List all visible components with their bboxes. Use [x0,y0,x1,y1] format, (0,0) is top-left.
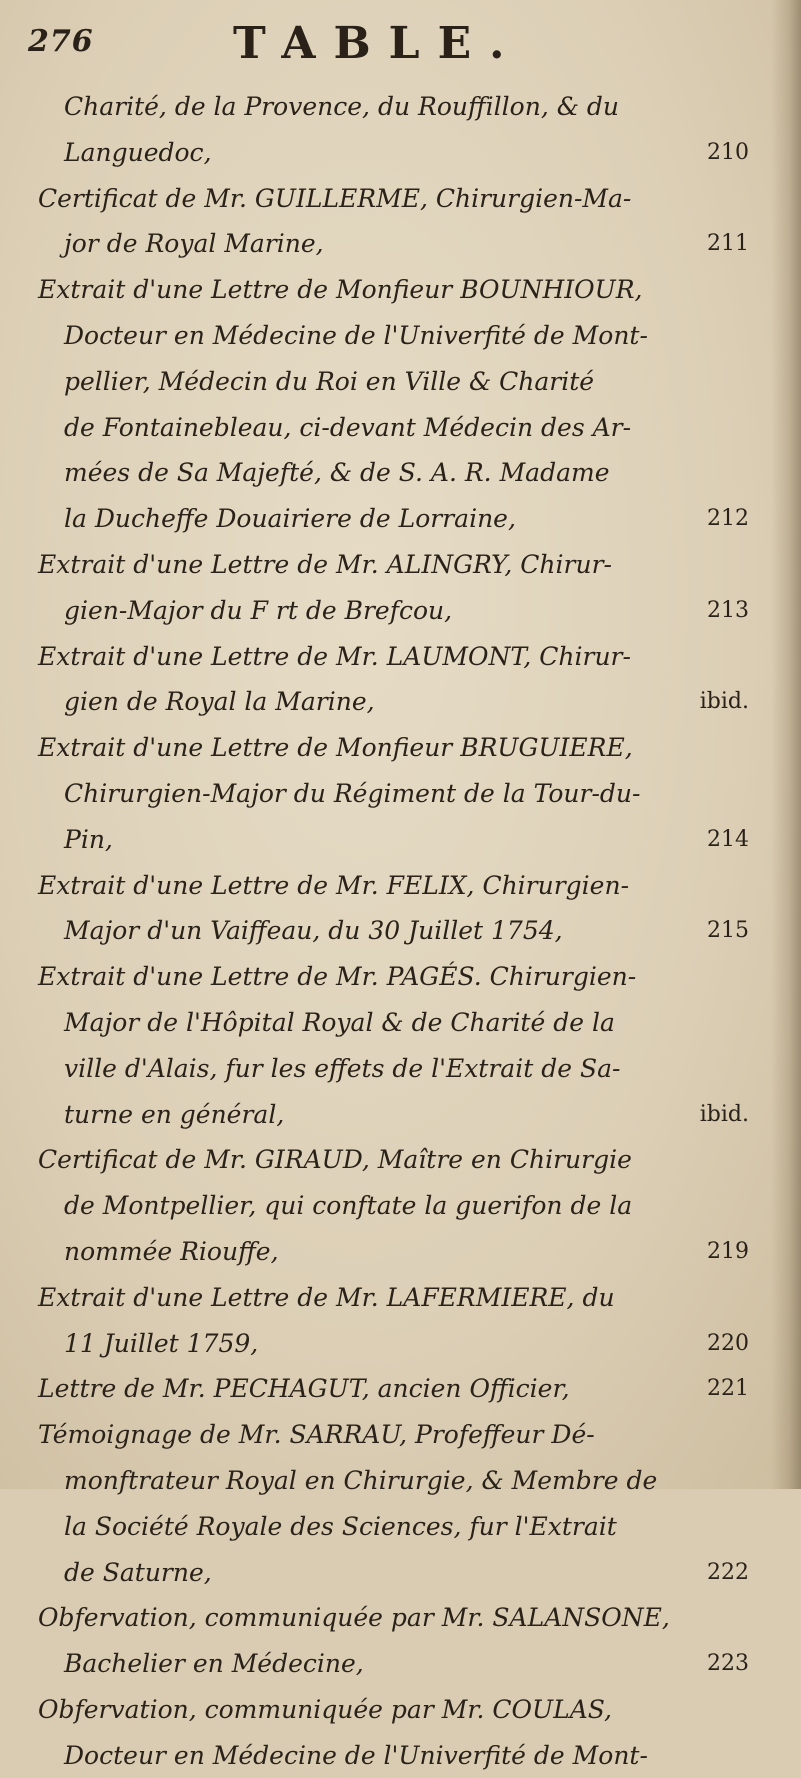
page-number: 276 [28,24,94,59]
entry-text: nommée Riouffe, [64,1236,279,1266]
toc-entry-start-line [0,863,801,909]
page-reference: 210 [707,139,749,165]
page-reference: 215 [707,918,749,944]
page-reference: 214 [707,826,749,852]
toc-entry-start-line [0,176,801,222]
toc-entry-continuation-line [0,1321,801,1367]
entry-text: pellier, Médecin du Roi en Ville & Charité [64,366,595,396]
toc-entry-continuation-line [0,817,801,863]
toc-entry-start-line [0,954,801,1000]
entry-text: Bachelier en Médecine, [64,1649,364,1679]
entry-text: Extrait d'une Lettre de Monfieur BRUGUIERE, [38,733,633,763]
toc-entry-continuation-line [0,1046,801,1092]
toc-entry-continuation-line [0,588,801,634]
toc-entry-start-line [0,725,801,771]
entry-text: Chirurgien-Major du Régiment de la Tour-du- [64,778,641,808]
entry-text: Obfervation, communiquée par Mr. SALANSONE, [38,1603,670,1633]
toc-entry-continuation-line [0,1000,801,1046]
toc-entry-continuation-line [0,313,801,359]
entry-text: gien-Major du F rt de Brefcou, [64,595,453,625]
entry-text: Extrait d'une Lettre de Mr. FELIX, Chirurgien- [38,870,630,900]
page-reference: 219 [707,1238,749,1264]
toc-entry-continuation-line [0,130,801,176]
toc-entry-start-line [0,1687,801,1733]
toc-entry-continuation-line [0,1092,801,1138]
entry-text: Obfervation, communiquée par Mr. COULAS, [38,1694,612,1724]
page-reference: 222 [707,1559,749,1585]
toc-entry-continuation-line [0,221,801,267]
toc-entry-start-line [0,1366,801,1412]
page-reference: ibid. [699,689,749,715]
entry-text: mées de Sa Majefté, & de S. A. R. Madame [64,458,610,488]
toc-entry-start-line [0,1595,801,1641]
toc-entry-continuation-line [0,1550,801,1596]
toc-entry-continuation-line [0,496,801,542]
toc-entry-continuation-line [0,908,801,954]
toc-entry-continuation-line [0,771,801,817]
entry-text: Extrait d'une Lettre de Mr. LAUMONT, Chirur- [38,641,631,671]
entry-text: Témoignage de Mr. SARRAU, Profeffeur Dé- [38,1420,595,1450]
page-header [28,6,761,76]
entry-text: Extrait d'une Lettre de Mr. PAGÉS. Chirurgien- [38,962,637,992]
entry-text: Major d'un Vaiffeau, du 30 Juillet 1754, [64,916,563,946]
entry-text: Charité, de la Provence, du Rouffillon, & du [64,92,620,121]
entry-text: la Société Royale des Sciences, fur l'Extrait [64,1511,617,1541]
page-reference: 221 [707,1376,749,1402]
page-edge-shadow [771,0,801,1489]
entry-text: Certificat de Mr. GUILLERME, Chirurgien-Ma- [38,183,632,213]
entry-text: Extrait d'une Lettre de Mr. LAFERMIERE, du [38,1282,615,1312]
entry-text: Certificat de Mr. GIRAUD, Maître en Chirurgie [38,1145,632,1175]
entry-text: Languedoc, [64,137,212,167]
toc-entry-continuation-line [0,1229,801,1275]
entry-text: Docteur en Médecine de l'Univerfité de Mont- [64,1740,648,1770]
entry-text: monftrateur Royal en Chirurgie, & Membre de [64,1465,658,1495]
toc-entry-continuation-line [0,1183,801,1229]
entry-text: Pin, [64,824,113,854]
page-reference: 213 [707,597,749,623]
running-title: TABLE. [233,18,523,69]
toc-entry-continuation-line [0,679,801,725]
toc-entry-continuation-line [0,84,801,130]
toc-entry-start-line [0,1412,801,1458]
entry-text: de Saturne, [64,1557,212,1587]
entry-text: Extrait d'une Lettre de Mr. ALINGRY, Chirur- [38,549,612,579]
toc-entry-continuation-line [0,359,801,405]
toc-entry-continuation-line [0,405,801,451]
entry-text: gien de Royal la Marine, [64,687,375,717]
toc-entry-continuation-line [0,450,801,496]
entry-text: Major de l'Hôpital Royal & de Charité de la [64,1007,615,1037]
toc-entry-continuation-line [0,1733,801,1778]
table-of-contents-entries [0,84,801,1778]
entry-text: ville d'Alais, fur les effets de l'Extrait de Sa- [64,1053,621,1083]
page-reference: 211 [707,231,749,257]
page-reference: 212 [707,506,749,532]
entry-text: de Montpellier, qui conftate la guerifon de la [64,1191,633,1221]
entry-text: jor de Royal Marine, [64,229,324,259]
entry-text: Docteur en Médecine de l'Univerfité de Mont- [64,320,648,350]
entry-text: turne en général, [64,1099,285,1129]
toc-entry-start-line [0,1137,801,1183]
entry-text: Extrait d'une Lettre de Monfieur BOUNHIOUR, [38,275,643,305]
page-reference: 223 [707,1651,749,1677]
entry-text: 11 Juillet 1759, [64,1328,259,1358]
entry-text: Lettre de Mr. PECHAGUT, ancien Officier, [38,1374,570,1404]
page-reference: 220 [707,1330,749,1356]
toc-entry-start-line [0,634,801,680]
page-reference: ibid. [699,1101,749,1127]
toc-entry-continuation-line [0,1458,801,1504]
entry-text: la Ducheffe Douairiere de Lorraine, [64,504,516,534]
toc-entry-start-line [0,267,801,313]
toc-entry-start-line [0,542,801,588]
toc-entry-start-line [0,1275,801,1321]
toc-entry-continuation-line [0,1641,801,1687]
toc-entry-continuation-line [0,1504,801,1550]
entry-text: de Fontainebleau, ci-devant Médecin des Ar- [64,412,632,442]
